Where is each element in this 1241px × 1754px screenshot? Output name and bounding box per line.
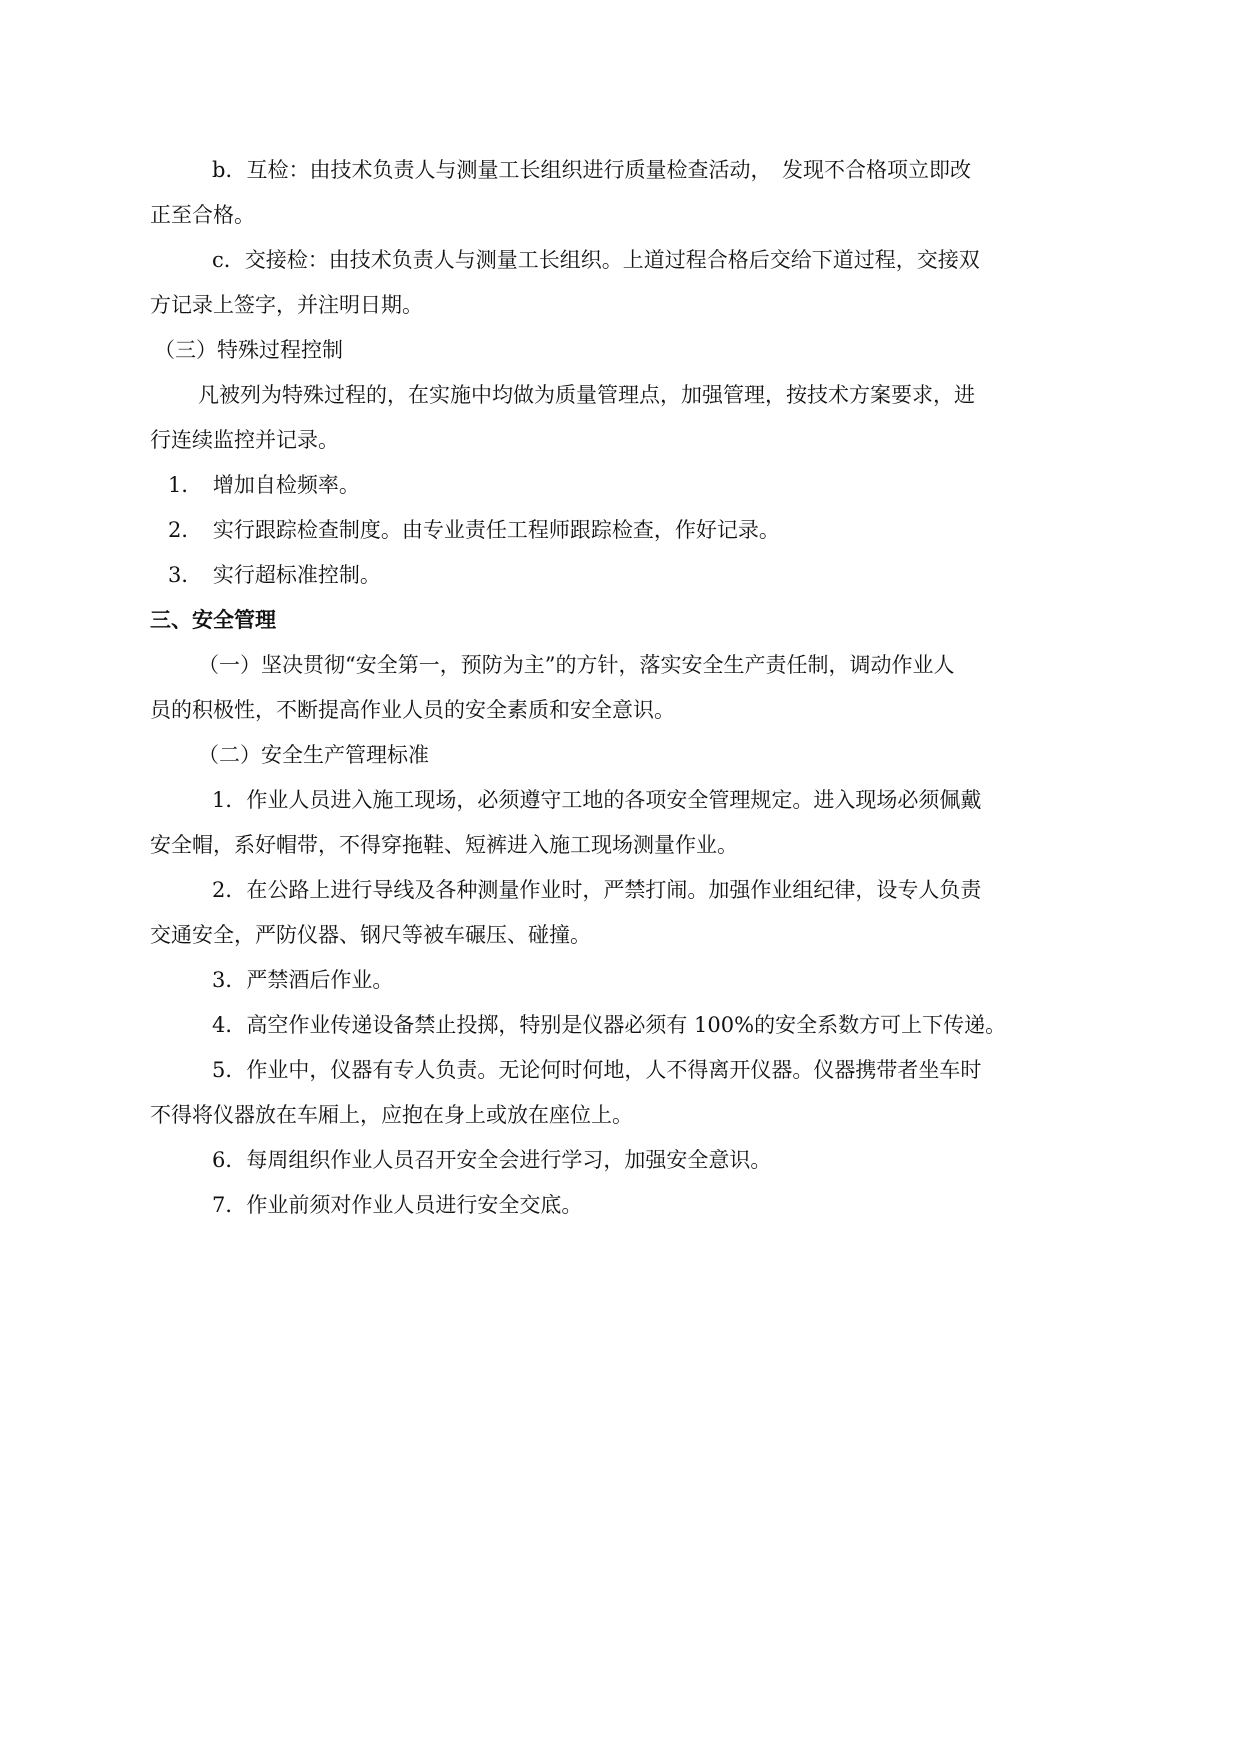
standard-7: 7．作业前须对作业人员进行安全交底。: [212, 1193, 583, 1217]
standard-4: 4．高空作业传递设备禁止投掷，特别是仪器必须有 100%的安全系数方可上下传递。: [212, 1013, 1007, 1037]
special-process-paragraph-line-2: 行连续监控并记录。: [150, 428, 339, 452]
standard-1-line-2: 安全帽，系好帽带，不得穿拖鞋、短裤进入施工现场测量作业。: [150, 833, 738, 857]
list-item-3: 3． 实行超标准控制。: [168, 563, 381, 587]
paragraph-c-line-1: c．交接检：由技术负责人与测量工长组织。上道过程合格后交给下道过程，交接双: [212, 248, 980, 272]
standard-5-line-2: 不得将仪器放在车厢上，应抱在身上或放在座位上。: [150, 1103, 633, 1127]
safety-paragraph-1-line-1: （一）坚决贯彻“安全第一，预防为主”的方针，落实安全生产责任制，调动作业人: [198, 653, 955, 677]
standard-2-line-2: 交通安全，严防仪器、钢尺等被车碾压、碰撞。: [150, 923, 591, 947]
paragraph-b-line-1: b．互检：由技术负责人与测量工长组织进行质量检查活动， 发现不合格项立即改: [212, 158, 971, 182]
paragraph-c-line-2: 方记录上签字，并注明日期。: [150, 293, 423, 317]
list-item-2: 2． 实行跟踪检查制度。由专业责任工程师跟踪检查，作好记录。: [168, 518, 780, 542]
list-item-1: 1． 增加自检频率。: [168, 473, 360, 497]
standard-1-line-1: 1．作业人员进入施工现场，必须遵守工地的各项安全管理规定。进入现场必须佩戴: [212, 788, 982, 812]
document-page: [150, 148, 1122, 1228]
standard-6: 6．每周组织作业人员召开安全会进行学习，加强安全意识。: [212, 1148, 772, 1172]
subheading-special-process: （三）特殊过程控制: [154, 338, 343, 362]
safety-paragraph-1-line-2: 员的积极性，不断提高作业人员的安全素质和安全意识。: [150, 698, 675, 722]
standard-2-line-1: 2．在公路上进行导线及各种测量作业时，严禁打闹。加强作业组纪律，设专人负责: [212, 878, 982, 902]
special-process-paragraph-line-1: 凡被列为特殊过程的，在实施中均做为质量管理点，加强管理，按技术方案要求，进: [198, 383, 975, 407]
subheading-safety-standards: （二）安全生产管理标准: [198, 743, 429, 767]
standard-3: 3．严禁酒后作业。: [212, 968, 394, 992]
standard-5-line-1: 5．作业中，仪器有专人负责。无论何时何地，人不得离开仪器。仪器携带者坐车时: [212, 1058, 982, 1082]
section-heading-safety: 三、安全管理: [150, 608, 276, 632]
paragraph-b-line-2: 正至合格。: [150, 203, 255, 227]
